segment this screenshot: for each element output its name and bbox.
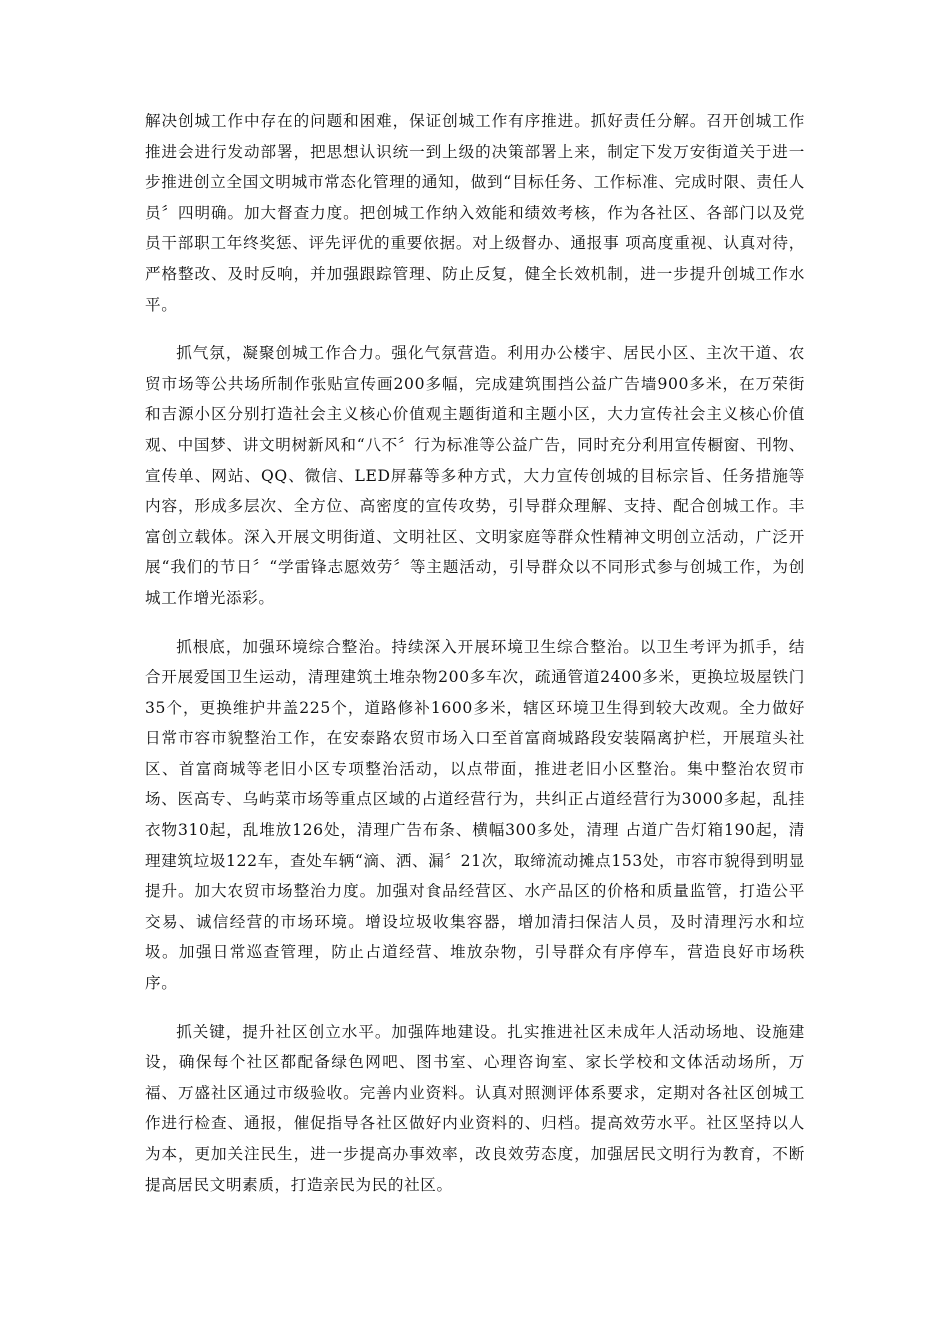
paragraph-environment: 抓根底，加强环境综合整治。持续深入开展环境卫生综合整治。以卫生考评为抓手，结合开展爱国卫生运动，清理建筑土堆杂物200多车次，疏通管道2400多米，更换垃圾屋铁门35个，更换维护井盖225个，道路修补1600多米，辖区环境卫生得到较大改观。全力做好日常市容市貌整治工作，在安泰路农贸市场入口至首富商城路段安装隔离护栏，开展瑄头社区、首富商城等老旧小区专项整治活动，以点带面，推进老旧小区整治。集中整治农贸市场、医高专、乌屿菜市场等重点区域的占道经营行为，共纠正占道经营行为3000多起，乱挂衣物310起，乱堆放126处，清理广告布条、横幅300多处，清理 占道广告灯箱190起，清理建筑垃圾122车，查处车辆“滴、洒、漏〞21次，取缔流动摊点153处，市容市貌得到明显提升。加大农贸市场整治力度。加强对食品经营区、水产品区的价格和质量监管，打造公平交易、诚信经营的市场环境。增设垃圾收集容器，增加清扫保洁人员，及时清理污水和垃圾。加强日常巡查管理，防止占道经营、堆放杂物，引导群众有序停车，营造良好市场秩序。 [145,637,805,993]
document-page [145,106,805,1218]
paragraph-atmosphere: 抓气氛，凝聚创城工作合力。强化气氛营造。利用办公楼宇、居民小区、主次干道、农贸市场等公共场所制作张贴宣传画200多幅，完成建筑围挡公益广告墙900多米，在万荣街和吉源小区分别打造社会主义核心价值观主题街道和主题小区，大力宣传社会主义核心价值观、中国梦、讲文明树新风和“八不〞行为标准等公益广告，同时充分利用宣传橱窗、刊物、宣传单、网站、QQ、微信、LED屏幕等多种方式，大力宣传创城的目标宗旨、任务措施等内容，形成多层次、全方位、高密度的宣传攻势，引导群众理解、支持、配合创城工作。丰富创立载体。深入开展文明街道、文明社区、文明家庭等群众性精神文明创立活动，广泛开展“我们的节日〞“学雷锋志愿效劳〞等主题活动，引导群众以不同形式参与创城工作，为创城工作增光添彩。 [145,344,805,607]
paragraph-continuation: 解决创城工作中存在的问题和困难，保证创城工作有序推进。抓好责任分解。召开创城工作推进会进行发动部署，把思想认识统一到上级的决策部署上来，制定下发万安街道关于进一步推进创立全国文明城市常态化管理的通知，做到“目标任务、工作标准、完成时限、责任人员〞四明确。加大督查力度。把创城工作纳入效能和绩效考核，作为各社区、各部门以及党员干部职工年终奖惩、评先评优的重要依据。对上级督办、通报事 项高度重视、认真对待，严格整改、及时反响，并加强跟踪管理、防止反复，健全长效机制，进一步提升创城工作水平。 [145,112,805,314]
paragraph-community: 抓关键，提升社区创立水平。加强阵地建设。扎实推进社区未成年人活动场地、设施建设，确保每个社区都配备绿色网吧、图书室、心理咨询室、家长学校和文体活动场所，万福、万盛社区通过市级验收。完善内业资料。认真对照测评体系要求，定期对各社区创城工作进行检查、通报，催促指导各社区做好内业资料的、归档。提高效劳水平。社区坚持以人为本，更加关注民生，进一步提高办事效率，改良效劳态度，加强居民文明行为教育，不断提高居民文明素质，打造亲民为民的社区。 [145,1022,805,1194]
